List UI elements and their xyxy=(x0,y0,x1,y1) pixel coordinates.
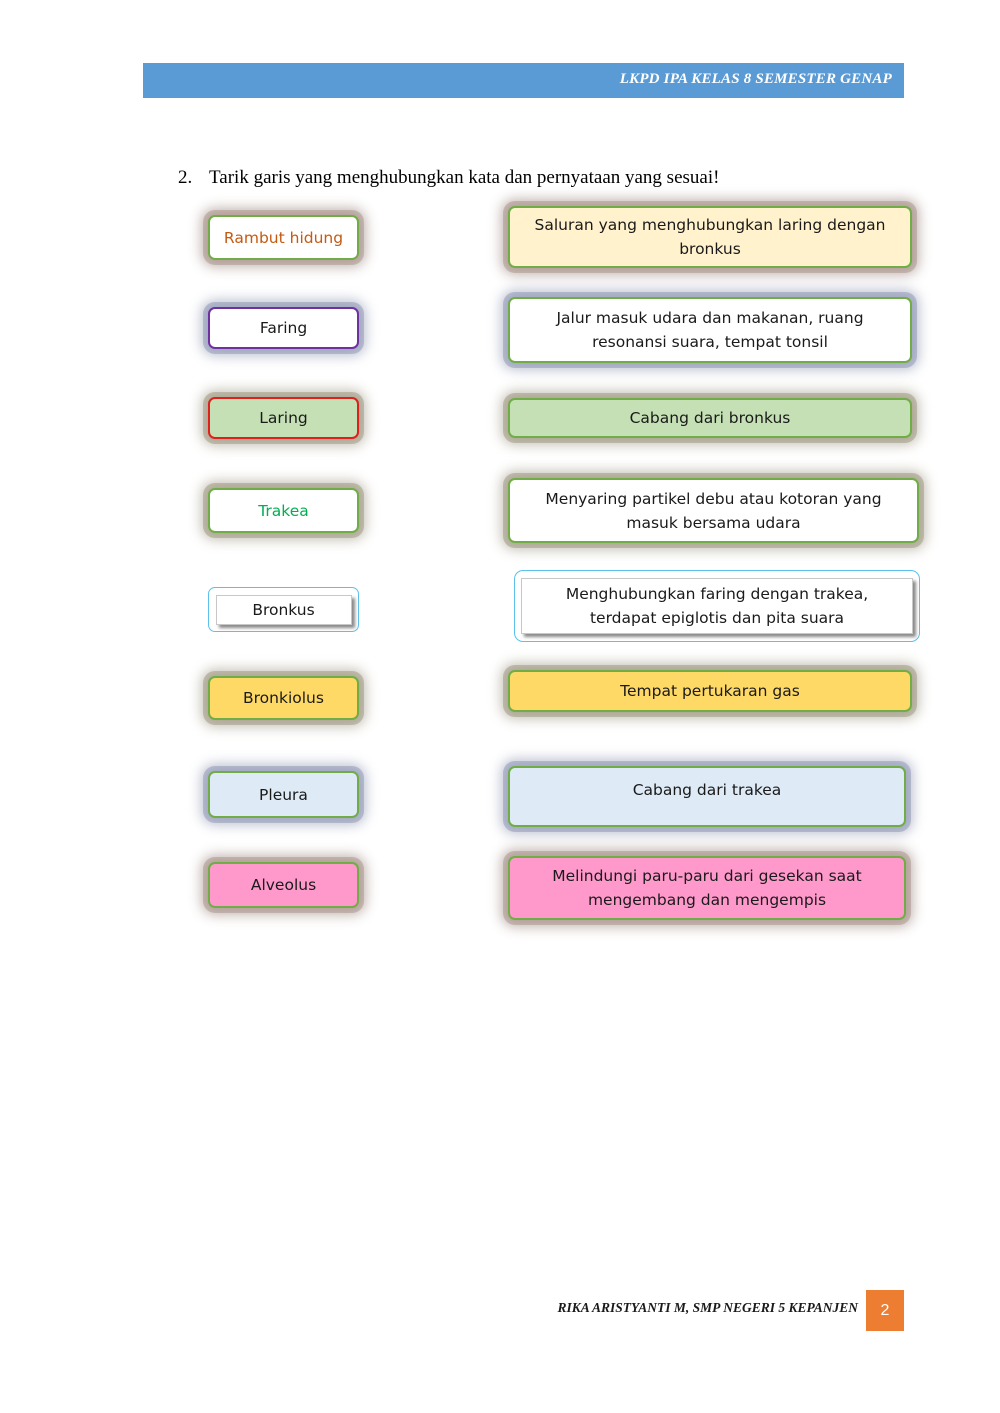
statement-text: Saluran yang menghubungkan laring dengan bronkus xyxy=(534,216,886,258)
statement-box-2[interactable] xyxy=(508,297,912,363)
question-instruction xyxy=(178,167,719,189)
footer-author: RIKA ARISTYANTI M, SMP NEGERI 5 KEPANJEN xyxy=(557,1300,858,1315)
statement-text: Tempat pertukaran gas xyxy=(620,682,800,700)
statement-box-7[interactable] xyxy=(508,766,906,827)
statement-inner-frame xyxy=(521,578,913,634)
term-box-trakea[interactable] xyxy=(208,488,359,533)
term-box-faring[interactable] xyxy=(208,307,359,349)
page-number: 2 xyxy=(880,1301,890,1319)
term-box-alveolus[interactable] xyxy=(208,862,359,908)
term-label: Bronkiolus xyxy=(243,689,324,707)
page-number-badge xyxy=(866,1290,904,1331)
term-inner-frame xyxy=(216,595,352,625)
statement-box-4[interactable] xyxy=(508,478,919,543)
term-box-bronkiolus[interactable] xyxy=(208,676,359,720)
statement-text: Menghubungkan faring dengan trakea, terdapat epiglotis dan pita suara xyxy=(565,585,869,627)
term-label: Trakea xyxy=(258,501,309,520)
question-text: Tarik garis yang menghubungkan kata dan pernyataan yang sesuai! xyxy=(209,167,720,188)
question-number: 2. xyxy=(178,167,193,188)
statement-text: Menyaring partikel debu atau kotoran yang masuk bersama udara xyxy=(545,489,882,532)
term-box-rambut-hidung[interactable] xyxy=(208,215,359,260)
term-box-pleura[interactable] xyxy=(208,771,359,818)
statement-text: Melindungi paru-paru dari gesekan saat mengembang dan mengempis xyxy=(552,867,862,909)
term-label: Bronkus xyxy=(252,600,315,619)
term-label: Laring xyxy=(259,409,308,427)
statement-box-1[interactable] xyxy=(508,206,912,268)
statement-box-8[interactable] xyxy=(508,856,906,920)
statement-text: Cabang dari bronkus xyxy=(629,409,791,427)
statement-text: Jalur masuk udara dan makanan, ruang resonansi suara, tempat tonsil xyxy=(556,309,864,351)
statement-box-5[interactable] xyxy=(514,570,920,642)
statement-box-3[interactable] xyxy=(508,398,912,438)
statement-box-6[interactable] xyxy=(508,670,912,712)
header-title: LKPD IPA KELAS 8 SEMESTER GENAP xyxy=(619,71,892,87)
term-label: Faring xyxy=(259,319,308,337)
term-label: Alveolus xyxy=(250,876,317,894)
header-bar xyxy=(143,63,904,98)
term-box-bronkus[interactable] xyxy=(208,587,359,632)
term-label: Pleura xyxy=(259,785,308,804)
term-label: Rambut hidung xyxy=(223,228,344,247)
statement-text: Cabang dari trakea xyxy=(632,781,782,799)
term-box-laring[interactable] xyxy=(208,397,359,439)
